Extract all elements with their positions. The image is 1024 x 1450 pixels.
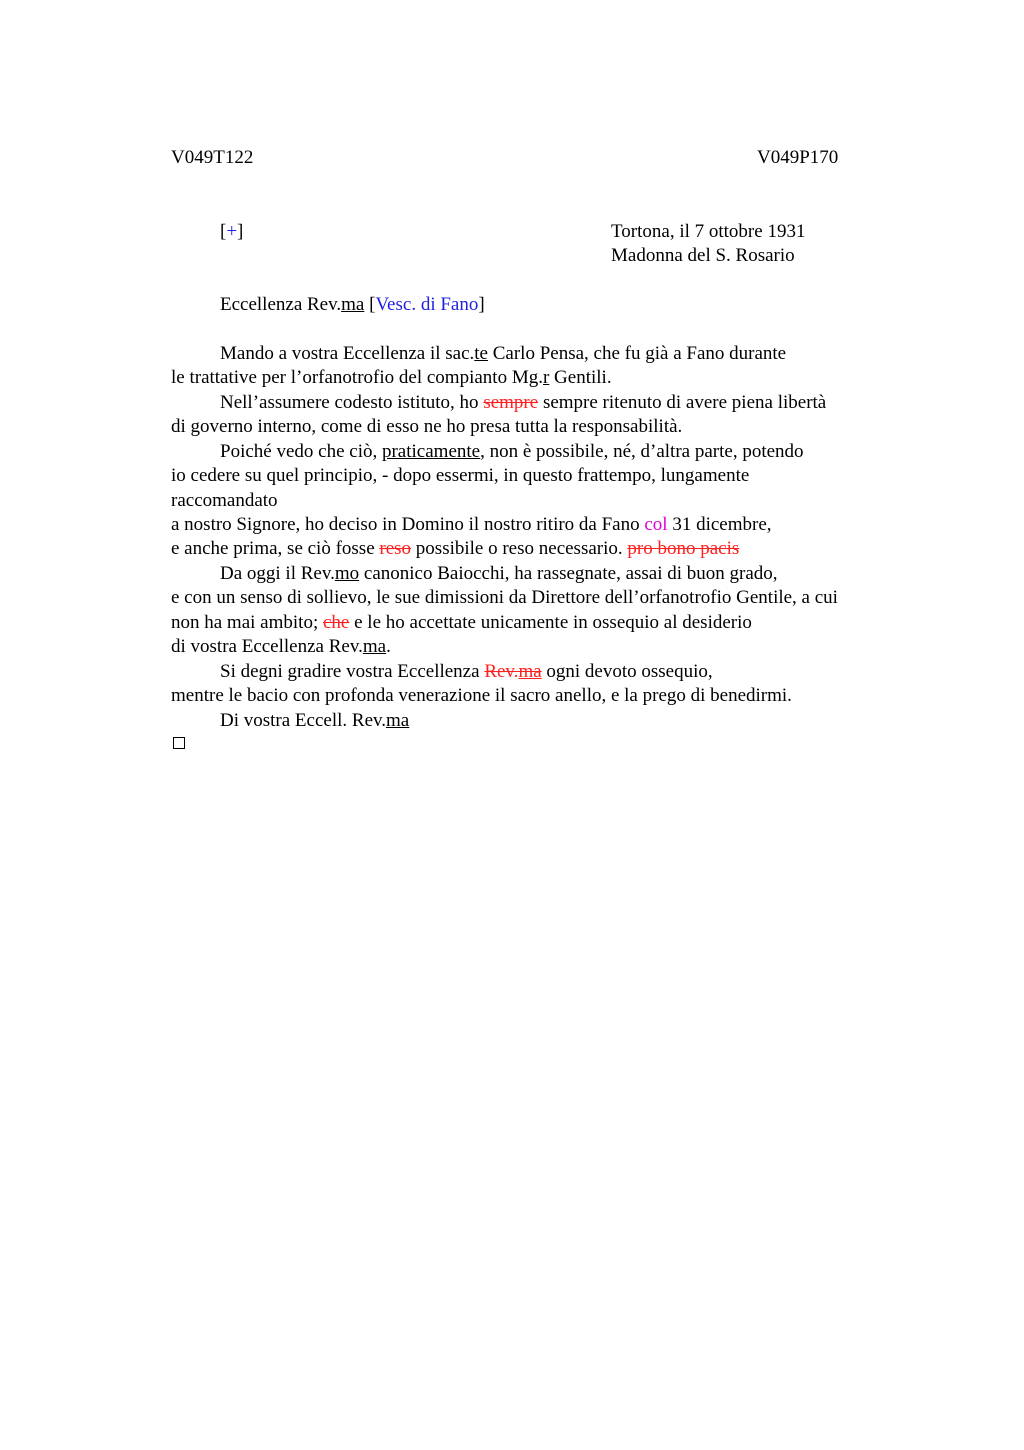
- body-line: raccomandato: [171, 490, 278, 511]
- cross-mark: [+]: [220, 221, 244, 242]
- body-line: di vostra Eccellenza Rev.ma.: [171, 636, 391, 657]
- body-line: io cedere su quel principio, - dopo essermi, in questo frattempo, lungamente: [171, 465, 750, 486]
- body-line: le trattative per l’orfanotrofio del compianto Mg.r Gentili.: [171, 367, 612, 388]
- deletion: sempre: [483, 392, 539, 413]
- body-line: Poiché vedo che ciò, praticamente, non è possibile, né, d’altra parte, potendo: [220, 441, 804, 462]
- document-code-left: V049T122: [171, 147, 254, 168]
- salutation: Eccellenza Rev.ma [Vesc. di Fano]: [220, 294, 485, 315]
- square-icon: [173, 737, 185, 749]
- cross-icon: +: [226, 221, 238, 242]
- closing: Di vostra Eccell. Rev.ma: [220, 710, 410, 731]
- deletion: che: [322, 612, 350, 633]
- body-line: Si degni gradire vostra Eccellenza Rev.ma ogni devoto ossequio,: [220, 661, 713, 682]
- deletion: ma: [518, 661, 542, 682]
- document-code-right: V049P170: [757, 147, 839, 168]
- body-line: Mando a vostra Eccellenza il sac.te Carlo Pensa, che fu già a Fano durante: [220, 343, 787, 364]
- place-date: Tortona, il 7 ottobre 1931: [611, 221, 806, 242]
- body-line: e anche prima, se ciò fosse reso possibile o reso necessario. pro bono pacis: [171, 538, 740, 559]
- body-line: Da oggi il Rev.mo canonico Baiocchi, ha rassegnate, assai di buon grado,: [220, 563, 778, 584]
- body-line: e con un senso di sollievo, le sue dimissioni da Direttore dell’orfanotrofio Gentile, a cui: [171, 587, 838, 608]
- body-line: a nostro Signore, ho deciso in Domino il nostro ritiro da Fano col 31 dicembre,: [171, 514, 772, 535]
- feast-day: Madonna del S. Rosario: [611, 245, 795, 266]
- body-line: mentre le bacio con profonda venerazione il sacro anello, e la prego di benedirmi.: [171, 685, 792, 706]
- body-line: non ha mai ambito; che e le ho accettate unicamente in ossequio al desiderio: [171, 612, 752, 633]
- deletion: reso: [379, 538, 412, 559]
- body-line: Nell’assumere codesto istituto, ho sempre sempre ritenuto di avere piena libertà: [220, 392, 827, 413]
- addressee-note: Vesc. di Fano: [375, 294, 479, 315]
- deletion: pro bono pacis: [627, 538, 740, 559]
- deletion: Rev.: [484, 661, 519, 682]
- insertion: col: [644, 514, 668, 535]
- end-marker: [173, 737, 185, 751]
- body-line: di governo interno, come di esso ne ho presa tutta la responsabilità.: [171, 416, 683, 437]
